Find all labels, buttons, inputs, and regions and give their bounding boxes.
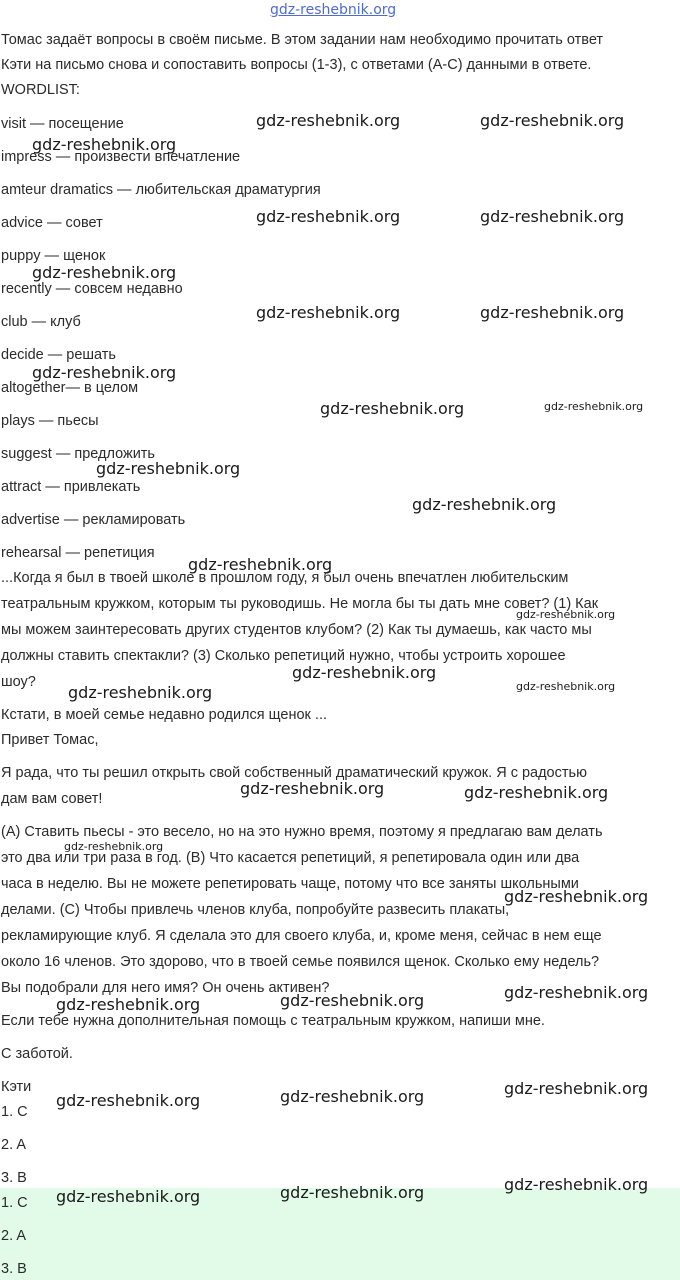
reply-closing: Если тебе нужна дополнительная помощь с театральным кружком, напиши мне. <box>1 1013 545 1029</box>
watermark: gdz-reshebnik.org <box>56 995 201 1014</box>
watermark: gdz-reshebnik.org <box>32 363 177 382</box>
watermark: gdz-reshebnik.org <box>188 555 333 574</box>
reply-line: (A) Ставить пьесы - это весело, но на это нужно время, поэтому я предлагаю вам делать <box>1 824 603 840</box>
answer-item: 2. A <box>1 1137 26 1153</box>
watermark: gdz-reshebnik.org <box>292 663 437 682</box>
word-entry: decide — решать <box>1 347 116 363</box>
reply-line: рекламирующие клуб. Я сделала это для своего клуба, и, кроме меня, сейчас в нем еще <box>1 928 602 944</box>
word-entry: altogether— в целом <box>1 380 139 396</box>
watermark: gdz-reshebnik.org <box>480 303 625 322</box>
watermark: gdz-reshebnik.org <box>504 1175 649 1194</box>
reply-line: часа в неделю. Вы не можете репетировать чаще, потому что все заняты школьными <box>1 876 579 892</box>
letter-line: мы можем заинтересовать других студентов клубом? (2) Как ты думаешь, как часто мы <box>1 622 592 638</box>
watermark: gdz-reshebnik.org <box>32 263 177 282</box>
watermark: gdz-reshebnik.org <box>464 783 609 802</box>
watermark: gdz-reshebnik.org <box>480 111 625 130</box>
watermark: gdz-reshebnik.org <box>412 495 557 514</box>
intro-line: Кэти на письмо снова и сопоставить вопросы (1-3), с ответами (A-C) данными в ответе. <box>1 57 592 73</box>
site-link[interactable]: gdz-reshebnik.org <box>270 2 397 18</box>
watermark: gdz-reshebnik.org <box>504 983 649 1002</box>
word-entry: impress — произвести впечатление <box>1 149 241 165</box>
word-entry: suggest — предложить <box>1 446 155 462</box>
letter-line: театральным кружком, которым ты руководишь. Не могла бы ты дать мне совет? (1) Как <box>1 596 599 612</box>
watermark: gdz-reshebnik.org <box>56 1187 201 1206</box>
wordlist-title: WORDLIST: <box>1 82 80 98</box>
answer-item: 3. B <box>1 1170 27 1186</box>
watermark: gdz-reshebnik.org <box>320 399 465 418</box>
watermark: gdz-reshebnik.org <box>256 207 401 226</box>
watermark: gdz-reshebnik.org <box>280 1087 425 1106</box>
reply-line: около 16 членов. Это здорово, что в твоей семье появился щенок. Сколько ему недель? <box>1 954 600 970</box>
watermark: gdz-reshebnik.org <box>280 1183 425 1202</box>
watermark: gdz-reshebnik.org <box>256 303 401 322</box>
watermark: gdz-reshebnik.org <box>516 680 616 693</box>
word-entry: advertise — рекламировать <box>1 512 186 528</box>
watermark: gdz-reshebnik.org <box>32 135 177 154</box>
word-entry: club — клуб <box>1 314 81 330</box>
letter-line: должны ставить спектакли? (3) Сколько репетиций нужно, чтобы устроить хорошее <box>1 648 566 664</box>
reply-line: это два или три раза в год. (B) Что касается репетиций, я репетировала один или два <box>1 850 580 866</box>
letter-line: шоу? <box>1 674 36 690</box>
watermark: gdz-reshebnik.org <box>96 459 241 478</box>
watermark: gdz-reshebnik.org <box>68 683 213 702</box>
watermark: gdz-reshebnik.org <box>544 400 644 413</box>
watermark: gdz-reshebnik.org <box>504 1079 649 1098</box>
word-entry: recently — совсем недавно <box>1 281 183 297</box>
watermark: gdz-reshebnik.org <box>516 608 616 621</box>
word-entry: amteur dramatics — любительская драматургия <box>1 182 321 198</box>
reply-line: дам вам совет! <box>1 791 103 807</box>
final-answer-item: 1. C <box>1 1195 28 1211</box>
word-entry: attract — привлекать <box>1 479 141 495</box>
watermark: gdz-reshebnik.org <box>280 991 425 1010</box>
watermark: gdz-reshebnik.org <box>504 887 649 906</box>
reply-line: делами. (C) Чтобы привлечь членов клуба, попробуйте развесить плакаты, <box>1 902 510 918</box>
watermark: gdz-reshebnik.org <box>256 111 401 130</box>
word-entry: puppy — щенок <box>1 248 106 264</box>
watermark: gdz-reshebnik.org <box>240 779 385 798</box>
word-entry: advice — совет <box>1 215 103 231</box>
watermark: gdz-reshebnik.org <box>64 840 164 853</box>
greeting: Привет Томас, <box>1 732 99 748</box>
intro-line: Томас задаёт вопросы в своём письме. В этом задании нам необходимо прочитать ответ <box>1 32 604 48</box>
word-entry: rehearsal — репетиция <box>1 545 155 561</box>
signature: Кэти <box>1 1079 32 1095</box>
reply-line: Вы подобрали для него имя? Он очень активен? <box>1 980 330 996</box>
answer-item: 1. C <box>1 1104 28 1120</box>
watermark: gdz-reshebnik.org <box>480 207 625 226</box>
word-entry: visit — посещение <box>1 116 124 132</box>
signoff: С заботой. <box>1 1046 73 1062</box>
word-entry: plays — пьесы <box>1 413 99 429</box>
letter-ps: Кстати, в моей семье недавно родился щенок ... <box>1 707 328 723</box>
final-answer-item: 3. B <box>1 1261 27 1277</box>
final-answer-item: 2. A <box>1 1228 26 1244</box>
letter-line: ...Когда я был в твоей школе в прошлом году, я был очень впечатлен любительским <box>1 570 569 586</box>
reply-line: Я рада, что ты решил открыть свой собственный драматический кружок. Я с радостью <box>1 765 587 781</box>
watermark: gdz-reshebnik.org <box>56 1091 201 1110</box>
